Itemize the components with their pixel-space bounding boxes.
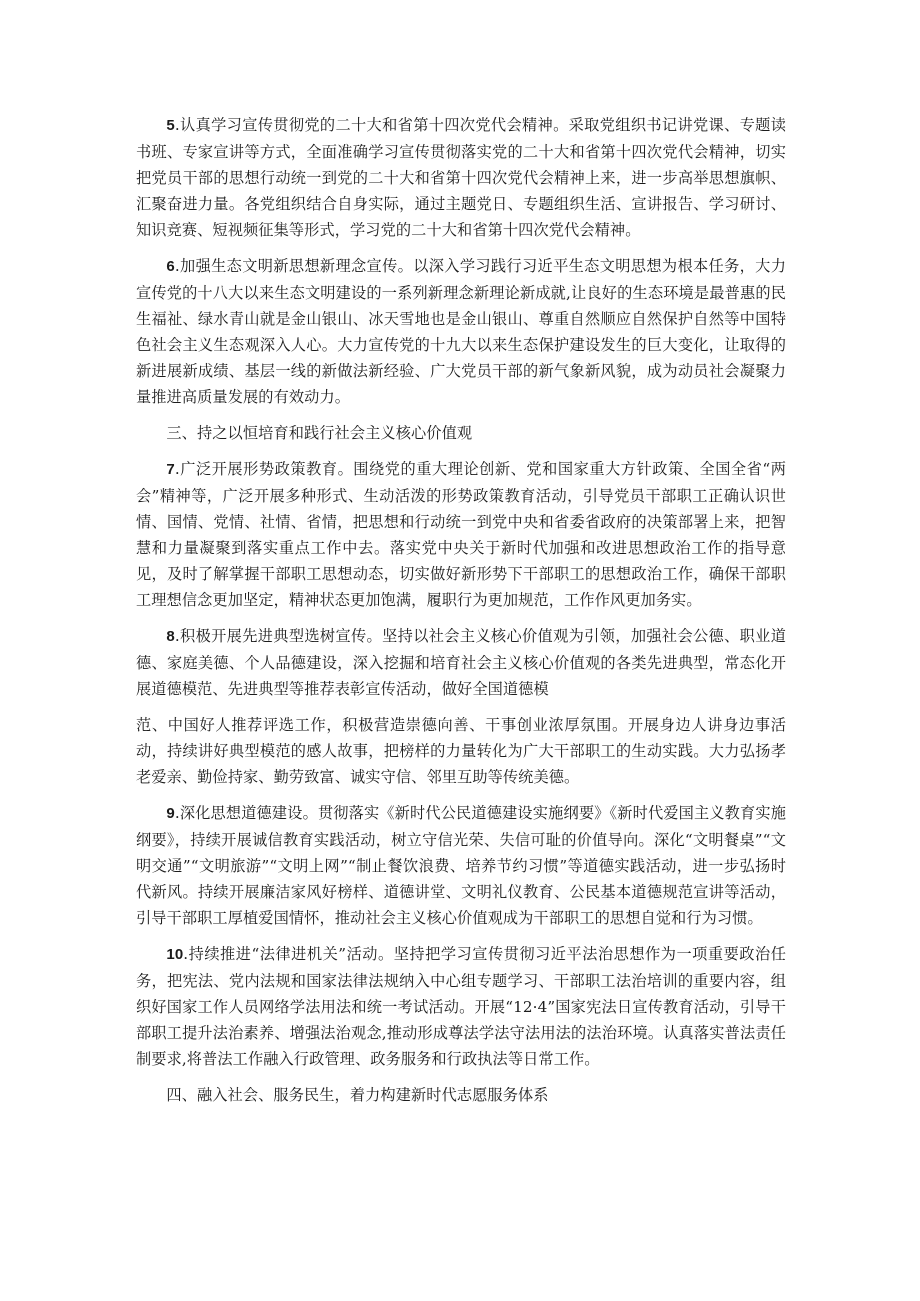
- paragraph-7: [136, 456, 786, 613]
- paragraph-text: .深化思想道德建设。贯彻落实《新时代公民道德建设实施纲要》《新时代爱国主义教育实施纲要》，持续开展诚信教育实践活动，树立守信光荣、失信可耻的价值导向。深化“文明餐桌”“文明交通”“文明旅游”“文明上网”“制止餐饮浪费、培养节约习惯”等道德实践活动，进一步弘扬时代新风。持续开展廉洁家风好榜样、道德讲堂、文明礼仪教育、公民基本道德规范宣讲等活动，引导干部职工厚植爱国情怀，推动社会主义核心价值观成为干部职工的思想自觉和行为习惯。: [136, 804, 786, 927]
- item-number: 10: [166, 946, 184, 963]
- item-number: 9: [166, 805, 175, 822]
- section-heading-3: 三、持之以恒培育和践行社会主义核心价值观: [166, 424, 473, 442]
- paragraph-text: .加强生态文明新思想新理念宣传。以深入学习践行习近平生态文明思想为根本任务，大力宣传党的十八大以来生态文明建设的一系列新理念新理论新成就,让良好的生态环境是最普惠的民生福祉、绿水青山就是金山银山、冰天雪地也是金山银山、尊重自然顺应自然保护自然等中国特色社会主义生态观深入人心。大力宣传党的十九大以来生态保护建设发生的巨大变化，让取得的新进展新成绩、基层一线的新做法新经验、广大党员干部的新气象新风貌，成为动员社会凝聚力量推进高质量发展的有效动力。: [136, 257, 786, 406]
- item-number: 8: [166, 628, 175, 645]
- paragraph-text: .广泛开展形势政策教育。围绕党的重大理论创新、党和国家重大方针政策、全国全省“两会”精神等，广泛开展多种形式、生动活泼的形势政策教育活动，引导党员干部职工正确认识世情、国情、党情、社情、省情，把思想和行动统一到党中央和省委省政府的决策部署上来，把智慧和力量凝聚到落实重点工作中去。落实党中央关于新时代加强和改进思想政治工作的指导意见，及时了解掌握干部职工思想动态，切实做好新形势下干部职工的思想政治工作，确保干部职工理想信念更加坚定，精神状态更加饱满，履职行为更加规范，工作作风更加务实。: [136, 460, 786, 609]
- document-page: [136, 112, 786, 1118]
- item-number: 6: [166, 258, 175, 275]
- paragraph-6: [136, 253, 786, 410]
- paragraph-9: [136, 800, 786, 931]
- paragraph-8-continued: 范、中国好人推荐评选工作，积极营造崇德向善、干事创业浓厚氛围。开展身边人讲身边事活动，持续讲好典型模范的感人故事，把榜样的力量转化为广大干部职工的生动实践。大力弘扬孝老爱亲、勤俭持家、勤劳致富、诚实守信、邻里互助等传统美德。: [136, 716, 786, 786]
- section-heading-4: 四、融入社会、服务民生，着力构建新时代志愿服务体系: [166, 1086, 549, 1104]
- paragraph-10: [136, 941, 786, 1072]
- item-number: 5: [166, 117, 175, 134]
- item-number: 7: [166, 461, 175, 478]
- paragraph-text: .积极开展先进典型选树宣传。坚持以社会主义核心价值观为引领，加强社会公德、职业道德、家庭美德、个人品德建设，深入挖掘和培育社会主义核心价值观的各类先进典型，常态化开展道德模范、先进典型等推荐表彰宣传活动，做好全国道德模: [136, 627, 786, 698]
- paragraph-5: [136, 112, 786, 243]
- paragraph-8: [136, 623, 786, 702]
- paragraph-text: .持续推进“法律进机关”活动。坚持把学习宣传贯彻习近平法治思想作为一项重要政治任务，把宪法、党内法规和国家法律法规纳入中心组专题学习、干部职工法治培训的重要内容，组织好国家工作人员网络学法用法和统一考试活动。开展“12·4”国家宪法日宣传教育活动，引导干部职工提升法治素养、增强法治观念,推动形成尊法学法守法用法的法治环境。认真落实普法责任制要求,将普法工作融入行政管理、政务服务和行政执法等日常工作。: [136, 945, 786, 1068]
- paragraph-text: .认真学习宣传贯彻党的二十大和省第十四次党代会精神。采取党组织书记讲党课、专题读书班、专家宣讲等方式，全面准确学习宣传贯彻落实党的二十大和省第十四次党代会精神，切实把党员干部的思想行动统一到党的二十大和省第十四次党代会精神上来，进一步高举思想旗帜、汇聚奋进力量。各党组织结合自身实际，通过主题党日、专题组织生活、宣讲报告、学习研讨、知识竞赛、短视频征集等形式，学习党的二十大和省第十四次党代会精神。: [136, 116, 786, 239]
